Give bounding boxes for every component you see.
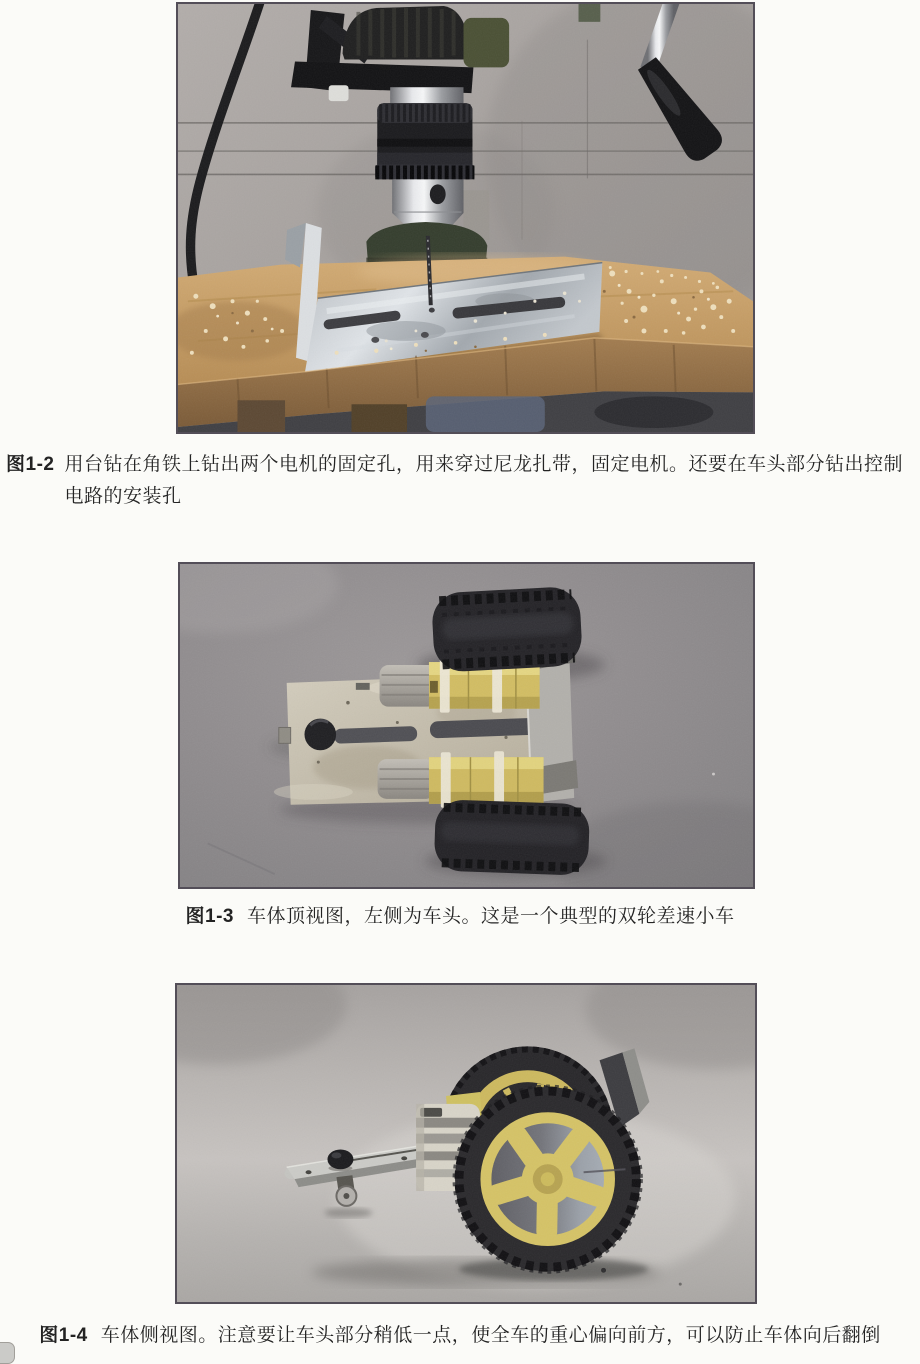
figure-caption-text: 车体侧视图。注意要让车头部分稍低一点，使全车的重心偏向前方，可以防止车体向后翻倒 — [100, 1325, 881, 1346]
film-grain — [178, 4, 753, 432]
figure-label: 图1-4 — [39, 1325, 88, 1346]
page-edge-tab — [0, 1342, 15, 1364]
figure-1-2-caption — [6, 449, 910, 513]
drill-press-photo — [178, 4, 753, 432]
figure-caption-text: 车体顶视图，左侧为车头。这是一个典型的双轮差速小车 — [246, 906, 735, 927]
car-top-view-photo — [180, 564, 753, 887]
figure-1-4-photo — [175, 983, 757, 1304]
film-grain — [177, 985, 755, 1302]
figure-1-2-photo — [176, 2, 755, 434]
figure-label: 图1-3 — [185, 906, 234, 927]
figure-1-3-caption — [0, 901, 920, 933]
figure-label: 图1-2 — [6, 454, 55, 475]
figure-caption-text: 用台钻在角铁上钻出两个电机的固定孔，用来穿过尼龙扎带，固定电机。还要在车头部分钻出控制电路的安装孔 — [64, 454, 903, 507]
figure-1-4-caption — [0, 1320, 920, 1352]
figure-1-3-photo — [178, 562, 755, 889]
film-grain — [180, 564, 753, 887]
car-side-view-photo — [177, 985, 755, 1302]
